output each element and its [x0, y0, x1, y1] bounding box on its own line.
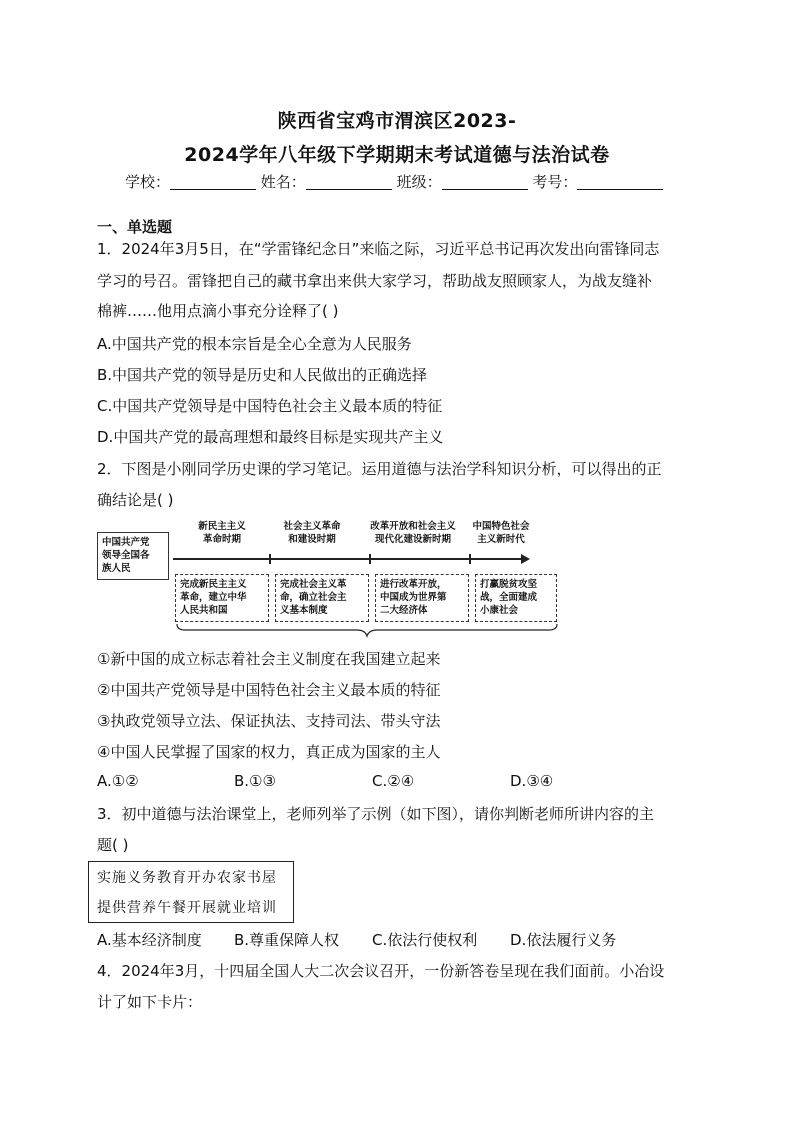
- student-info-line: [125, 171, 663, 192]
- q2-statement-3: ③执政党领导立法、保证执法、支持司法、带头守法: [97, 712, 441, 730]
- number-label: 考号：: [532, 173, 578, 191]
- history-timeline-diagram: [97, 518, 537, 638]
- school-label: 学校：: [125, 173, 171, 191]
- q3-stem-line-2: 题( ): [97, 836, 129, 854]
- start-line-1: 中国共产党: [102, 537, 150, 548]
- q2-option-c[interactable]: C.②④: [372, 772, 415, 790]
- bracket-brace-icon: [175, 622, 559, 638]
- timeline-tick: [469, 554, 471, 564]
- exam-title-line-1: 陕西省宝鸡市渭滨区2023-: [277, 110, 517, 132]
- card-line-1: 实施义务教育开办农家书屋: [97, 870, 277, 886]
- card-line-2: 提供营养午餐开展就业培训: [97, 900, 277, 916]
- box-4-line-2: 战，全面建成: [480, 592, 538, 603]
- q2-statement-2: ②中国共产党领导是中国特色社会主义最本质的特征: [97, 681, 441, 699]
- q1-stem-line-2: 学习的号召。雷锋把自己的藏书拿出来供大家学习，帮助战友照顾家人，为战友缝补: [97, 272, 653, 290]
- q1-option-c[interactable]: C.中国共产党领导是中国特色社会主义最本质的特征: [97, 397, 443, 415]
- section-heading: 一、单选题: [97, 218, 173, 236]
- name-blank[interactable]: [306, 175, 392, 190]
- class-label: 班级：: [396, 173, 442, 191]
- q4-stem-line-2: 计了如下卡片：: [97, 993, 203, 1011]
- box-3-line-2: 中国成为世界第: [380, 592, 447, 603]
- achievement-box-3: [375, 574, 469, 622]
- box-4-line-3: 小康社会: [480, 605, 519, 616]
- timeline-arrow-head-icon: [521, 554, 530, 564]
- achievement-box-4: [475, 574, 557, 622]
- start-line-3: 族人民: [102, 563, 131, 574]
- q2-statement-1: ①新中国的成立标志着社会主义制度在我国建立起来: [97, 650, 441, 668]
- q3-option-b[interactable]: B.尊重保障人权: [234, 931, 340, 949]
- timeline-arrow-line: [173, 558, 523, 560]
- q1-option-a[interactable]: A.中国共产党的根本宗旨是全心全意为人民服务: [97, 335, 412, 353]
- achievement-box-1: [175, 574, 269, 622]
- timeline-tick: [369, 554, 371, 564]
- period-2-line-1: 社会主义革命: [283, 521, 341, 532]
- period-label-1: [179, 520, 265, 546]
- box-3-line-1: 进行改革开放，: [380, 579, 447, 590]
- q2-statement-4: ④中国人民掌握了国家的权力，真正成为国家的主人: [97, 743, 441, 761]
- timeline-tick: [269, 554, 271, 564]
- period-2-line-2: 和建设时期: [288, 534, 336, 545]
- q2-option-d[interactable]: D.③④: [510, 772, 554, 790]
- box-1-line-1: 完成新民主主义: [180, 579, 247, 590]
- period-3-line-1: 改革开放和社会主义: [370, 521, 456, 532]
- q3-option-c[interactable]: C.依法行使权利: [372, 931, 478, 949]
- q1-stem-line-1: 1．2024年3月5日，在“学雷锋纪念日”来临之际，习近平总书记再次发出向雷锋同志: [97, 240, 660, 258]
- q2-stem-line-1: 2．下图是小刚同学历史课的学习笔记。运用道德与法治学科知识分析，可以得出的正: [97, 460, 662, 478]
- number-blank[interactable]: [577, 175, 663, 190]
- q2-option-a[interactable]: A.①②: [97, 772, 139, 790]
- period-label-4: [461, 520, 541, 546]
- period-3-line-2: 现代化建设新时期: [374, 534, 451, 545]
- period-1-line-1: 新民主主义: [198, 521, 246, 532]
- q2-stem-line-2: 确结论是( ): [97, 491, 174, 509]
- box-2-line-3: 义基本制度: [280, 605, 328, 616]
- period-label-2: [269, 520, 355, 546]
- period-4-line-1: 中国特色社会: [472, 521, 530, 532]
- box-3-line-3: 二大经济体: [380, 605, 428, 616]
- timeline-start-box: [97, 532, 169, 580]
- period-4-line-2: 主义新时代: [477, 534, 525, 545]
- q1-stem-line-3: 棉裤……他用点滴小事充分诠释了( ): [97, 302, 339, 320]
- q2-option-b[interactable]: B.①③: [234, 772, 276, 790]
- school-blank[interactable]: [170, 175, 256, 190]
- class-blank[interactable]: [442, 175, 528, 190]
- box-1-line-2: 革命，建立中华: [180, 592, 247, 603]
- q3-option-d[interactable]: D.依法履行义务: [510, 931, 617, 949]
- period-1-line-2: 革命时期: [202, 534, 241, 545]
- box-4-line-1: 打赢脱贫攻坚: [480, 579, 538, 590]
- name-label: 姓名：: [260, 173, 306, 191]
- period-label-3: [355, 520, 471, 546]
- box-2-line-1: 完成社会主义革: [280, 579, 347, 590]
- box-2-line-2: 命，确立社会主: [280, 592, 347, 603]
- exam-title-line-2: 2024学年八年级下学期期末考试道德与法治试卷: [184, 144, 610, 166]
- start-line-2: 领导全国各: [102, 550, 150, 561]
- q3-stem-line-1: 3．初中道德与法治课堂上，老师列举了示例（如下图），请你判断老师所讲内容的主: [97, 805, 655, 823]
- box-1-line-3: 人民共和国: [180, 605, 228, 616]
- q1-option-d[interactable]: D.中国共产党的最高理想和最终目标是实现共产主义: [97, 428, 444, 446]
- achievement-box-2: [275, 574, 369, 622]
- example-card: [88, 861, 294, 923]
- q1-option-b[interactable]: B.中国共产党的领导是历史和人民做出的正确选择: [97, 366, 428, 384]
- q4-stem-line-1: 4．2024年3月，十四届全国人大二次会议召开，一份新答卷呈现在我们面前。小冶设: [97, 962, 665, 980]
- q3-option-a[interactable]: A.基本经济制度: [97, 931, 202, 949]
